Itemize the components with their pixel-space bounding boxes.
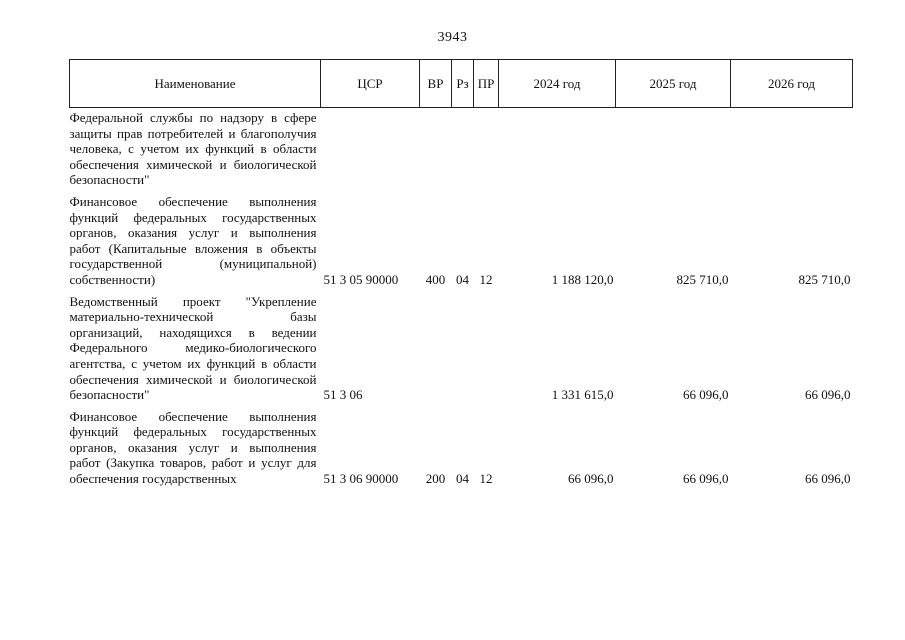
row-2026: 66 096,0 [805,387,851,403]
header-2026: 2026 год [731,60,853,108]
row-2025: 825 710,0 [676,271,729,287]
row-pr [474,108,499,188]
row-csr: 51 3 05 90000 [323,271,399,287]
row-vr [420,108,452,188]
budget-table [69,59,853,487]
row-name: Ведомственный проект "Укрепление материально-технической базы организаций, находящихся в ведении Федерального медико-биологического агентства, с учетом их функций в области обеспечения химической и биологической безопасности" [69,293,317,403]
table-row [70,288,853,403]
header-rz: Рз [452,60,474,108]
row-2026 [731,108,853,188]
row-csr: 51 3 06 [323,387,363,403]
page-number: 3943 [437,30,468,45]
row-2024: 66 096,0 [568,471,614,487]
row-2024: 1 188 120,0 [551,271,614,287]
row-csr [321,108,420,188]
row-pr: 12 [479,471,493,487]
header-name: Наименование [70,60,321,108]
row-rz [452,108,474,188]
row-pr: 12 [479,271,493,287]
table-header-row [70,60,853,108]
header-2024: 2024 год [499,60,616,108]
row-vr: 200 [425,471,446,487]
row-vr [420,288,452,403]
row-csr: 51 3 06 90000 [323,471,399,487]
row-2024: 1 331 615,0 [551,387,614,403]
table-row [70,188,853,288]
row-2025: 66 096,0 [683,471,729,487]
row-rz: 04 [456,271,469,287]
row-2025: 66 096,0 [683,387,729,403]
row-rz: 04 [456,471,469,487]
row-2025 [616,108,731,188]
table-row [70,108,853,188]
row-name: Финансовое обеспечение выполнения функций федеральных государственных органов, оказания услуг и выполнения работ (Капитальные вложения в объекты государственной (муниципальной) собственности) [69,193,317,287]
row-vr: 400 [425,271,446,287]
table-row [70,403,853,487]
row-2026: 66 096,0 [805,471,851,487]
row-name: Финансовое обеспечение выполнения функций федеральных государственных органов, оказания услуг и выполнения работ (Закупка товаров, работ и услуг для обеспечения государственных [69,408,317,487]
row-2026: 825 710,0 [798,271,851,287]
row-name: Федеральной службы по надзору в сфере защиты прав потребителей и благополучия человека, с учетом их функций в области обеспечения химической и биологической безопасности" [69,110,317,188]
row-pr [474,288,499,403]
header-pr: ПР [474,60,499,108]
header-vr: ВР [420,60,452,108]
row-2024 [499,108,616,188]
header-2025: 2025 год [616,60,731,108]
header-csr: ЦСР [321,60,420,108]
row-rz [452,288,474,403]
